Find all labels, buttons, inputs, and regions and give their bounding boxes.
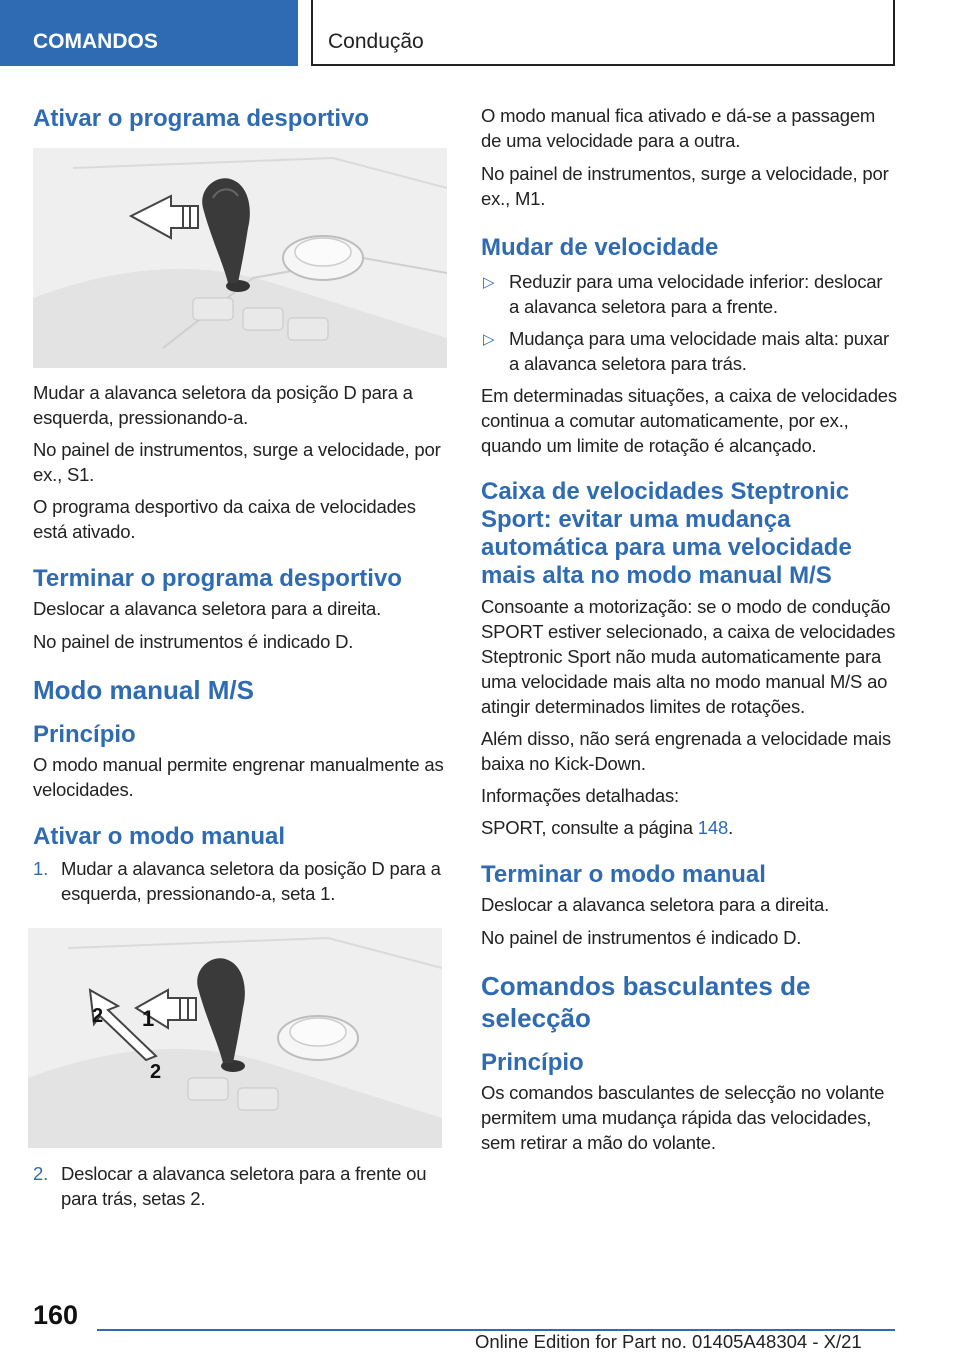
heading-activate-manual: Ativar o modo manual (33, 823, 286, 850)
heading-end-manual: Terminar o modo manual (481, 861, 766, 888)
text-block: Deslocar a alavanca seletora para a direita. (33, 598, 382, 619)
heading-principle: Princípio (33, 721, 136, 748)
chapter-title: Condução (328, 30, 424, 53)
list-item (481, 326, 897, 376)
text-block: No painel de instrumentos, surge a velocidade, por ex., M1. (481, 163, 889, 209)
right-column (481, 100, 897, 1155)
text-block: Deslocar a alavanca seletora para a direita. (481, 894, 830, 915)
section-title: COMANDOS (33, 30, 158, 53)
text-block: Mudar a alavanca seletora da posição D para a esquerda, pressionando-a. (33, 382, 413, 428)
bullet-triangle-icon: ▷ (483, 274, 495, 291)
edition-note: Online Edition for Part no. 01405A48304 - X/21 (475, 1331, 862, 1352)
page-number: 160 (33, 1300, 79, 1330)
step-number: 1. (33, 858, 49, 879)
text-block: No painel de instrumentos, surge a velocidade, por ex., S1. (33, 439, 441, 485)
text-block: No painel de instrumentos é indicado D. (481, 927, 802, 948)
text-fragment: SPORT, consulte a página (481, 817, 698, 838)
text-block: O programa desportivo da caixa de velocidades está ativado. (33, 496, 416, 542)
text-block: Consoante a motorização: se o modo de condução SPORT estiver selecionado, a caixa de velocidades Steptronic Sport não muda automaticamente para uma velocidade mais alta no modo manual M/S ao atingir determinados limites de rotações. (481, 596, 896, 717)
heading-end-sport: Terminar o programa desportivo (33, 565, 402, 592)
heading-activate-sport: Ativar o programa desportivo (33, 105, 370, 132)
text-block: O modo manual permite engrenar manualmente as velocidades. (33, 754, 444, 800)
bullet-triangle-icon: ▷ (483, 331, 495, 348)
heading-principle: Princípio (481, 1049, 584, 1076)
chapter-tab (311, 0, 895, 66)
list-item (481, 269, 897, 319)
gear-selector-figure (33, 148, 447, 368)
left-column (33, 100, 453, 1211)
section-tab (0, 0, 298, 66)
text-block: No painel de instrumentos é indicado D. (33, 631, 354, 652)
list-item (33, 1161, 453, 1211)
text-block: Além disso, não será engrenada a velocidade mais baixa no Kick-Down. (481, 728, 891, 774)
arrow-label: 2 (150, 1061, 162, 1083)
text-block: Informações detalhadas: (481, 785, 679, 806)
page-link[interactable]: 148 (697, 817, 729, 838)
arrow-label: 1 (142, 1006, 155, 1031)
text-block: O modo manual fica ativado e dá-se a passagem de uma velocidade para a outra. (481, 105, 876, 151)
text-block: Os comandos basculantes de selecção no volante permitem uma mudança rápida das velocidades, sem retirar a mão do volante. (481, 1082, 885, 1153)
step-text: Deslocar a alavanca seletora para a frente ou para trás, setas 2. (61, 1163, 427, 1209)
bullet-text: Reduzir para uma velocidade inferior: deslocar a alavanca seletora para a frente. (509, 271, 883, 317)
gear-selector-arrows-figure (28, 928, 442, 1148)
heading-change-gear: Mudar de velocidade (481, 234, 719, 261)
step-number: 2. (33, 1163, 49, 1184)
step-text: Mudar a alavanca seletora da posição D para a esquerda, pressionando-a, seta 1. (61, 858, 441, 904)
text-fragment: . (728, 817, 734, 838)
text-block (481, 815, 897, 840)
heading-paddles: Comandos basculantes de selecção (481, 971, 811, 1033)
heading-manual-mode: Modo manual M/S (33, 675, 254, 705)
bullet-text: Mudança para uma velocidade mais alta: puxar a alavanca seletora para trás. (509, 328, 889, 374)
list-item (33, 856, 453, 906)
heading-steptronic: Caixa de velocidades Steptronic Sport: evitar uma mudança automática para uma velocidade mais alta no modo manual M/S (481, 478, 852, 589)
arrow-label: 2 (92, 1005, 104, 1027)
text-block: Em determinadas situações, a caixa de velocidades continua a comutar automaticamente, por ex., quando um limite de rotação é alcançado. (481, 385, 897, 456)
